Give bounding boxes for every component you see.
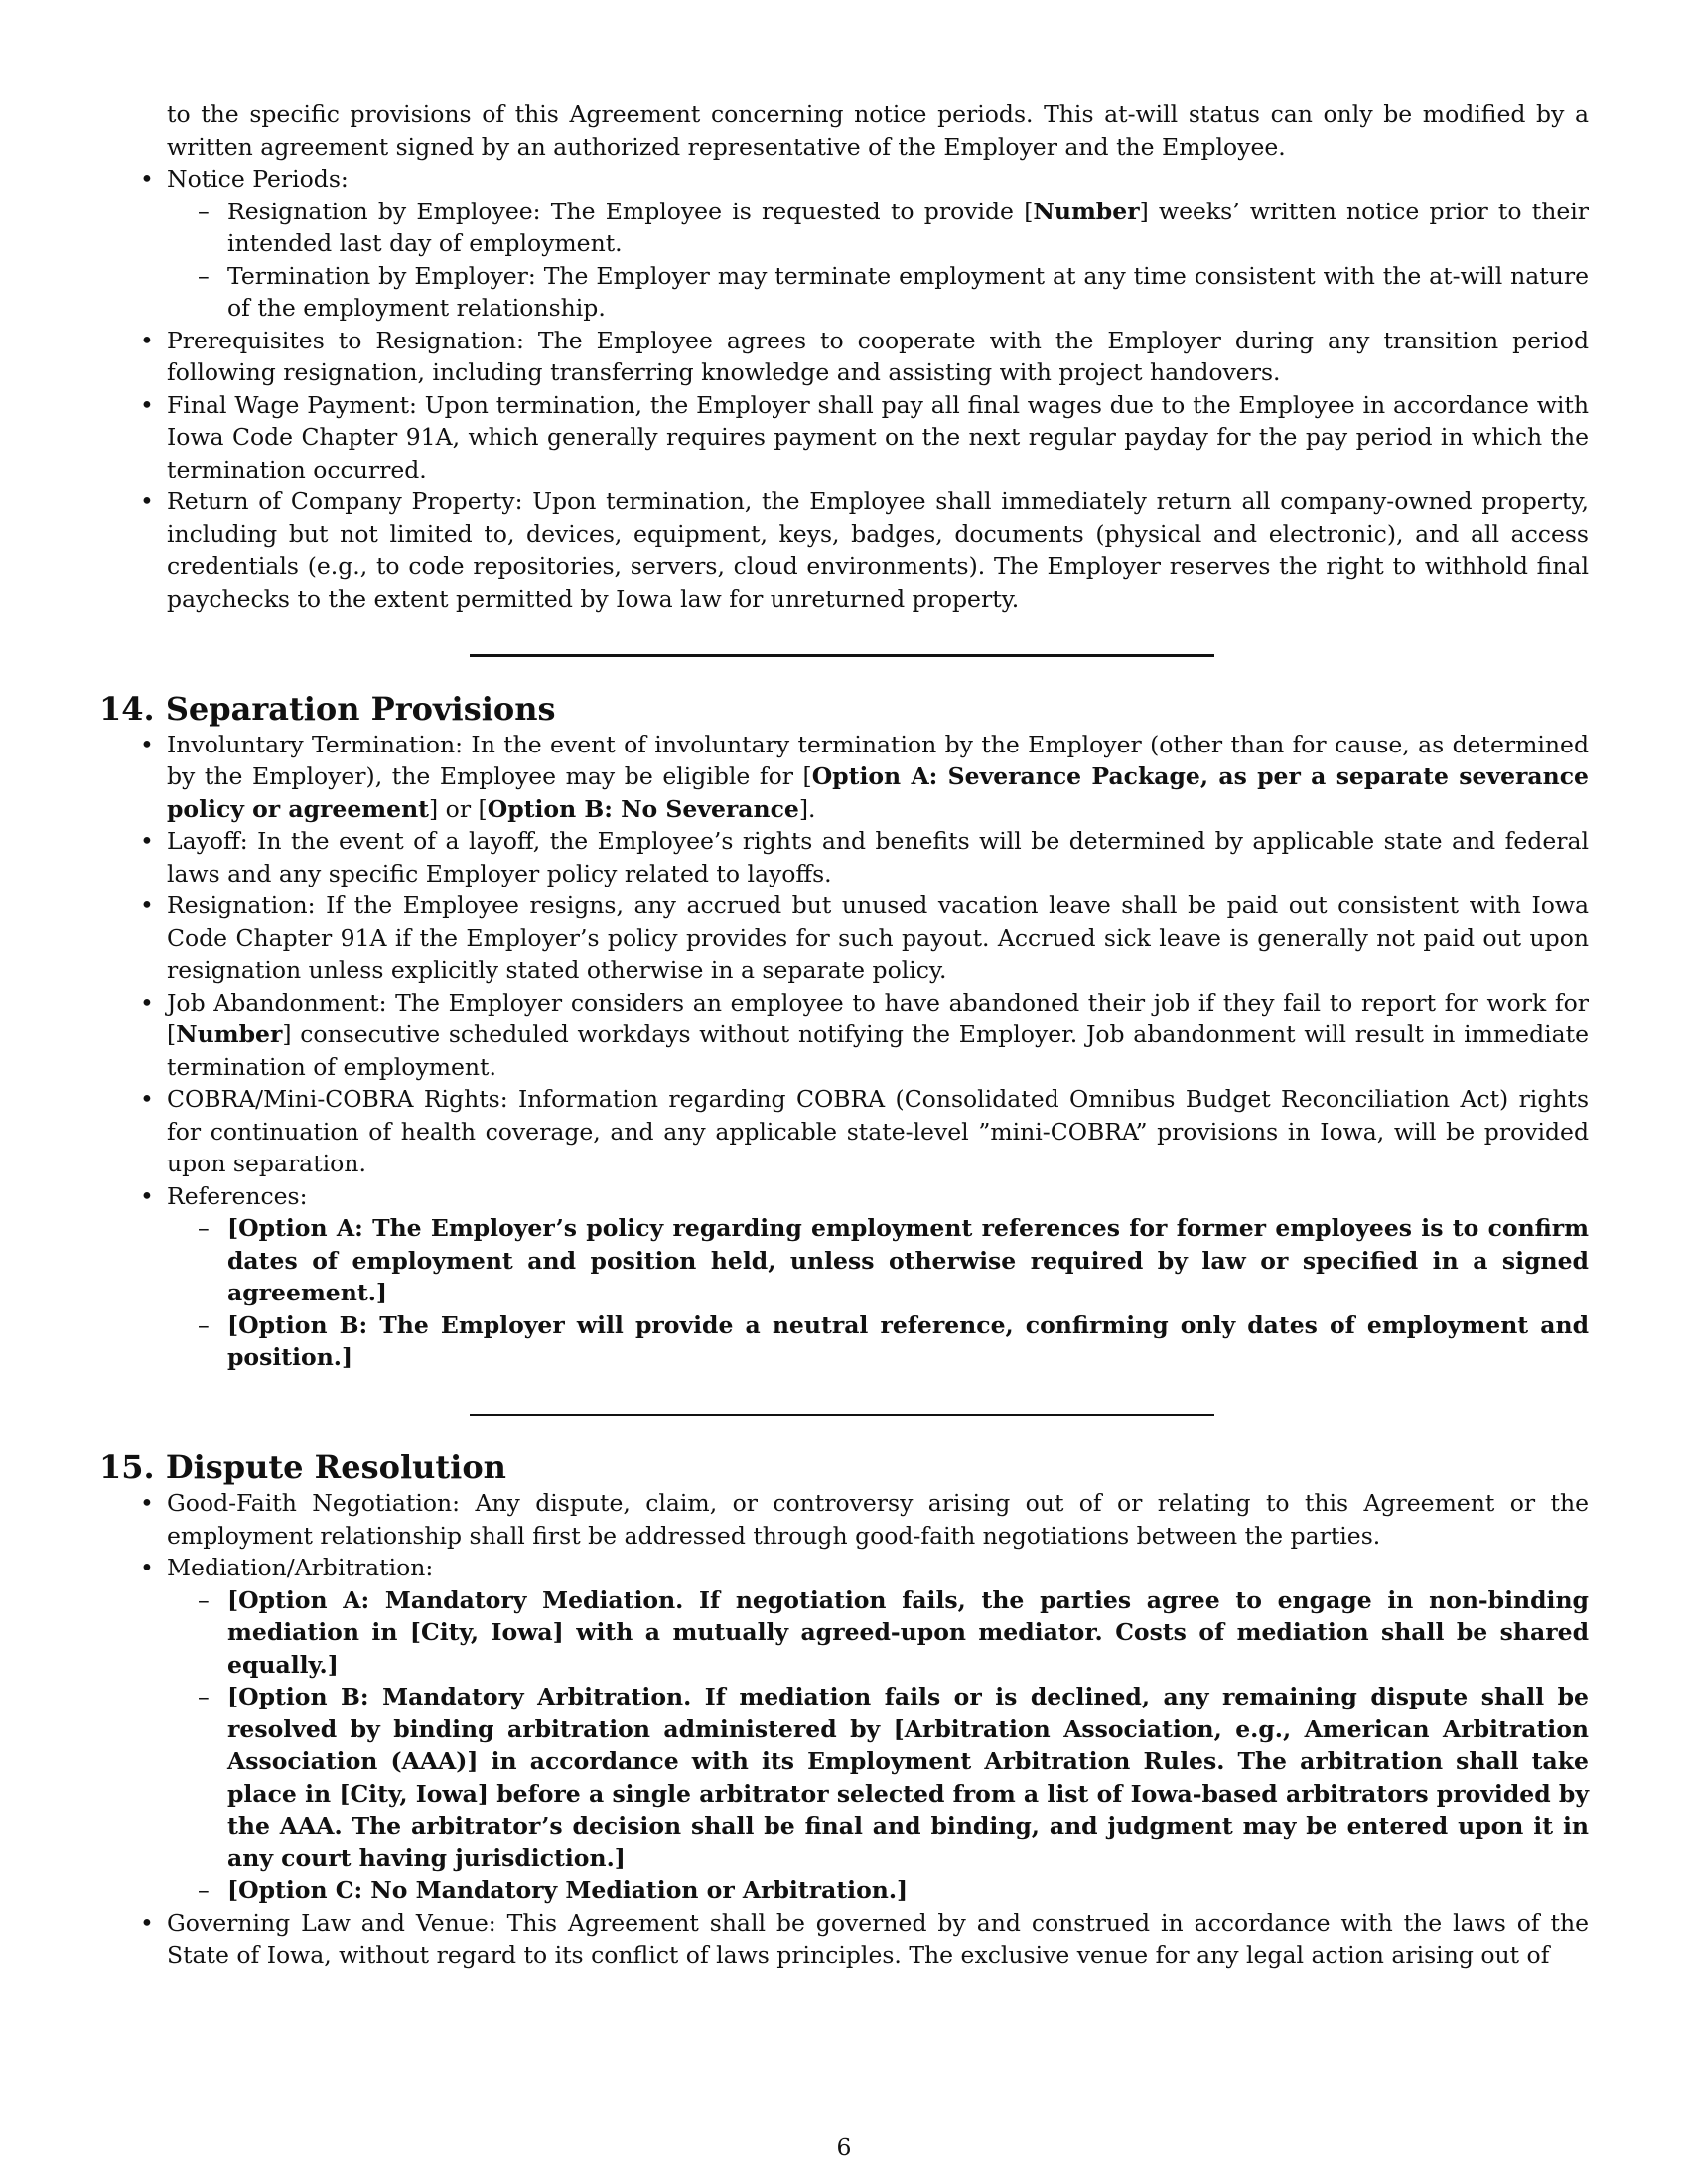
sublist-item-option-c: – [Option C: No Mandatory Mediation or Arbitration.] xyxy=(227,1874,1589,1907)
sublist-item-option-a: – [Option A: Mandatory Mediation. If negotiation fails, the parties agree to engage in non-binding mediation in [City, Iowa] with a mutually agreed-upon mediator. Costs of mediation shall be shared equally.] xyxy=(227,1584,1589,1682)
mediation-label: Mediation/Arbitration: xyxy=(167,1554,434,1581)
horizontal-divider xyxy=(470,1414,1214,1417)
document-page xyxy=(99,98,1589,1972)
page-number: 6 xyxy=(836,2133,852,2161)
notice-sublist xyxy=(167,196,1589,325)
notice-periods-label: Notice Periods: xyxy=(167,165,349,193)
list-item-return-property: • Return of Company Property: Upon termination, the Employee shall immediately return all company-owned property, including but not limited to, devices, equipment, keys, badges, documents (physical and electronic), and all access credentials (e.g., to code repositories, servers, cloud environments). The Employer reserves the right to withhold final paychecks to the extent permitted by Iowa law for unreturned property. xyxy=(167,485,1589,614)
section-15-heading: 15. Dispute Resolution xyxy=(99,1448,506,1486)
list-item-governing-law: • Governing Law and Venue: This Agreement shall be governed by and construed in accordance with the laws of the State of Iowa, without regard to its conflict of laws principles. The exclusive venue for any legal action arising out of xyxy=(167,1907,1589,1972)
sublist-item-ref-option-b: – [Option B: The Employer will provide a neutral reference, confirming only dates of employment and position.] xyxy=(227,1309,1589,1374)
sublist-item-option-b: – [Option B: Mandatory Arbitration. If mediation fails or is declined, any remaining dispute shall be resolved by binding arbitration administered by [Arbitration Association, e.g., American Arbitration Association (AAA)] in accordance with its Employment Arbitration Rules. The arbitration shall take place in [City, Iowa] before a single arbitrator selected from a list of Iowa-based arbitrators provided by the AAA. The arbitrator’s decision shall be final and binding, and judgment may be entered upon it in any court having jurisdiction.] xyxy=(227,1681,1589,1874)
list-item-final-wage: • Final Wage Payment: Upon termination, the Employer shall pay all final wages due to the Employee in accordance with Iowa Code Chapter 91A, which generally requires payment on the next regular payday for the pay period in which the termination occurred. xyxy=(167,389,1589,486)
references-sublist xyxy=(167,1212,1589,1374)
separation-list xyxy=(167,729,1589,1374)
sublist-item-ref-option-a: – [Option A: The Employer’s policy regarding employment references for former employees is to confirm dates of employment and position held, unless otherwise required by law or specified in a signed agreement.] xyxy=(227,1212,1589,1309)
list-item-involuntary: • Involuntary Termination: In the event of involuntary termination by the Employer (other than for cause, as determined by the Employer), the Employee may be eligible for [Option A: Severance Package, as per a separate severance policy or agreement] or [Option B: No Severance]. xyxy=(167,729,1589,826)
list-item-notice-periods xyxy=(167,163,1589,325)
dispute-list xyxy=(167,1487,1589,1972)
mediation-sublist xyxy=(167,1584,1589,1907)
sublist-item-resignation: – Resignation by Employee: The Employee is requested to provide [Number] weeks’ written notice prior to their intended last day of employment. xyxy=(227,196,1589,260)
list-item-good-faith: • Good-Faith Negotiation: Any dispute, claim, or controversy arising out of or relating to this Agreement or the employment relationship shall first be addressed through good-faith negotiations between the parties. xyxy=(167,1487,1589,1552)
list-item-cobra: • COBRA/Mini-COBRA Rights: Information regarding COBRA (Consolidated Omnibus Budget Reconciliation Act) rights for continuation of health coverage, and any applicable state-level ”mini-COBRA” provisions in Iowa, will be provided upon separation. xyxy=(167,1083,1589,1180)
horizontal-divider xyxy=(470,654,1214,657)
list-item-resignation: • Resignation: If the Employee resigns, any accrued but unused vacation leave shall be paid out consistent with Iowa Code Chapter 91A if the Employer’s policy provides for such payout. Accrued sick leave is generally not paid out upon resignation unless explicitly stated otherwise in a separate policy. xyxy=(167,889,1589,987)
list-item-job-abandonment: • Job Abandonment: The Employer considers an employee to have abandoned their job if they fail to report for work for [Number] consecutive scheduled workdays without notifying the Employer. Job abandonment will result in immediate termination of employment. xyxy=(167,987,1589,1084)
list-item-references xyxy=(167,1180,1589,1374)
references-label: References: xyxy=(167,1181,308,1210)
section-14-heading: 14. Separation Provisions xyxy=(99,689,556,728)
termination-list xyxy=(167,163,1589,614)
list-item-prerequisites: • Prerequisites to Resignation: The Employee agrees to cooperate with the Employer during any transition period following resignation, including transferring knowledge and assisting with project handovers. xyxy=(167,325,1589,389)
intro-paragraph: to the specific provisions of this Agreement concerning notice periods. This at-will status can only be modified by a written agreement signed by an authorized representative of the Employer and the Employee. xyxy=(167,100,1589,161)
list-item-layoff: • Layoff: In the event of a layoff, the Employee’s rights and benefits will be determined by applicable state and federal laws and any specific Employer policy related to layoffs. xyxy=(167,825,1589,889)
list-item-mediation-arbitration xyxy=(167,1552,1589,1907)
sublist-item-termination: – Termination by Employer: The Employer may terminate employment at any time consistent with the at-will nature of the employment relationship. xyxy=(227,260,1589,325)
